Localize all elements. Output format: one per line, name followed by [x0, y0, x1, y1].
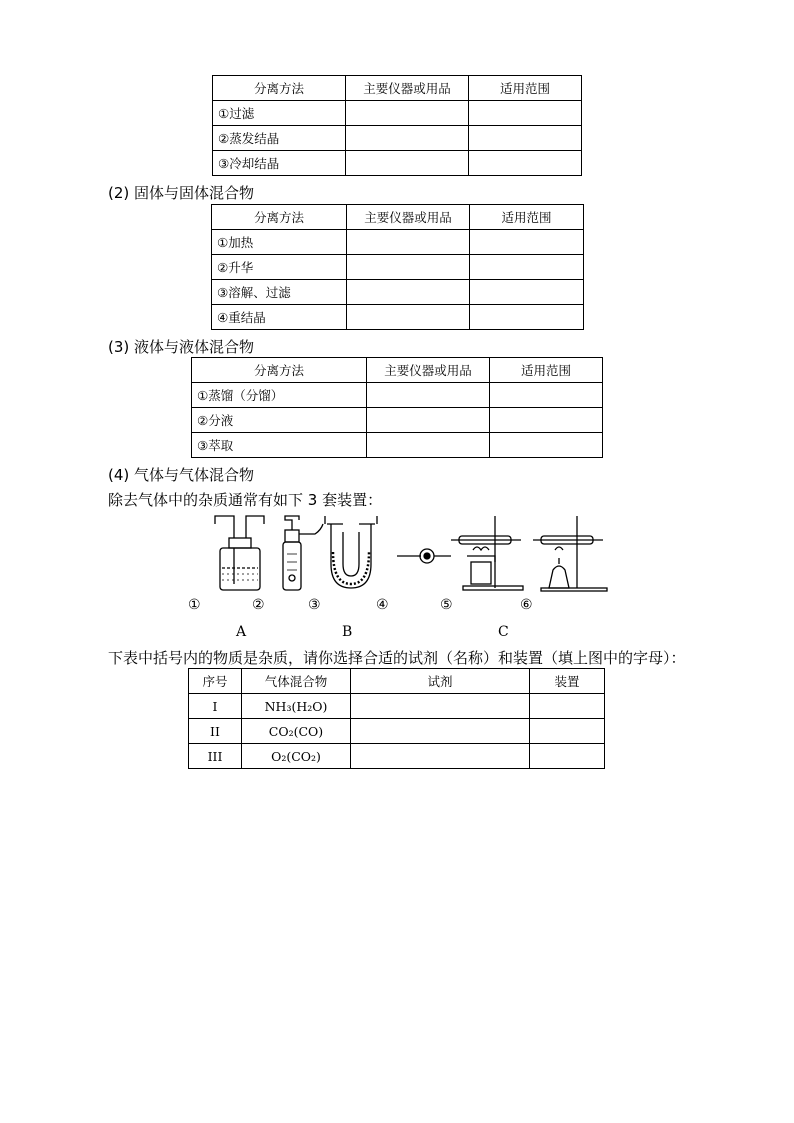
- method-cell: ①加热: [212, 230, 347, 255]
- table-row: [212, 255, 584, 280]
- table-row: [213, 101, 582, 126]
- apparatus-number-2: ②: [252, 597, 265, 613]
- table-row: [192, 383, 603, 408]
- heated-tube-burner-icon: [451, 516, 523, 590]
- reagent-cell[interactable]: [351, 694, 530, 719]
- table-header-row: [189, 669, 605, 694]
- blank-cell[interactable]: [469, 101, 582, 126]
- method-cell: ③萃取: [192, 433, 367, 458]
- header-scope: 适用范围: [470, 205, 584, 230]
- blank-cell[interactable]: [347, 305, 470, 330]
- apparatus-number-5: ⑤: [440, 597, 453, 613]
- table-row: [213, 126, 582, 151]
- device-cell[interactable]: [530, 744, 605, 769]
- table-3: [191, 357, 603, 458]
- table-4: [188, 668, 605, 769]
- apparatus-number-6: ⑥: [520, 597, 533, 613]
- blank-cell[interactable]: [347, 255, 470, 280]
- blank-cell[interactable]: [367, 433, 490, 458]
- table-header-row: [213, 76, 582, 101]
- section-4-heading: (4) 气体与气体混合物: [108, 466, 255, 484]
- row-number: III: [189, 744, 242, 769]
- gas-mixture: NH₃(H₂O): [242, 694, 351, 719]
- u-tube-icon: [325, 516, 377, 588]
- blank-cell[interactable]: [490, 408, 603, 433]
- gas-washing-bottle-icon: [215, 516, 264, 590]
- header-scope: 适用范围: [469, 76, 582, 101]
- header-no: 序号: [189, 669, 242, 694]
- blank-cell[interactable]: [470, 280, 584, 305]
- header-scope: 适用范围: [490, 358, 603, 383]
- apparatus-number-1: ①: [188, 597, 201, 613]
- blank-cell[interactable]: [367, 408, 490, 433]
- method-cell: ③溶解、过滤: [212, 280, 347, 305]
- method-cell: ①过滤: [213, 101, 346, 126]
- table-row: [192, 433, 603, 458]
- header-instruments: 主要仪器或用品: [346, 76, 469, 101]
- row-number: I: [189, 694, 242, 719]
- header-instruments: 主要仪器或用品: [347, 205, 470, 230]
- table-row: [189, 744, 605, 769]
- row-number: II: [189, 719, 242, 744]
- group-letter-a: A: [236, 624, 247, 640]
- header-method: 分离方法: [213, 76, 346, 101]
- header-device: 装置: [530, 669, 605, 694]
- table-row: [212, 230, 584, 255]
- blank-cell[interactable]: [470, 230, 584, 255]
- header-method: 分离方法: [192, 358, 367, 383]
- method-cell: ②分液: [192, 408, 367, 433]
- header-reagent: 试剂: [351, 669, 530, 694]
- blank-cell[interactable]: [347, 230, 470, 255]
- drying-tower-icon: [283, 516, 323, 590]
- reagent-cell[interactable]: [351, 744, 530, 769]
- device-cell[interactable]: [530, 694, 605, 719]
- table-row: [212, 280, 584, 305]
- blank-cell[interactable]: [469, 151, 582, 176]
- method-cell: ②升华: [212, 255, 347, 280]
- drying-tube-icon: [397, 549, 451, 563]
- device-cell[interactable]: [530, 719, 605, 744]
- blank-cell[interactable]: [347, 280, 470, 305]
- heated-tube-lamp-icon: [533, 516, 607, 591]
- table-row: [213, 151, 582, 176]
- blank-cell[interactable]: [470, 255, 584, 280]
- blank-cell[interactable]: [346, 101, 469, 126]
- gas-mixture: O₂(CO₂): [242, 744, 351, 769]
- apparatus-number-4: ④: [376, 597, 389, 613]
- question-text: 下表中括号内的物质是杂质，请你选择合适的试剂（名称）和装置（填上图中的字母）：: [108, 649, 686, 667]
- reagent-cell[interactable]: [351, 719, 530, 744]
- apparatus-number-3: ③: [308, 597, 321, 613]
- method-cell: ②蒸发结晶: [213, 126, 346, 151]
- group-letter-c: C: [498, 624, 509, 640]
- table-row: [192, 408, 603, 433]
- method-cell: ④重结晶: [212, 305, 347, 330]
- table-2: [211, 204, 584, 330]
- blank-cell[interactable]: [470, 305, 584, 330]
- blank-cell[interactable]: [469, 126, 582, 151]
- apparatus-figure: [205, 512, 625, 594]
- header-method: 分离方法: [212, 205, 347, 230]
- table-row: [212, 305, 584, 330]
- table-header-row: [192, 358, 603, 383]
- blank-cell[interactable]: [490, 383, 603, 408]
- section-3-heading: (3) 液体与液体混合物: [108, 338, 255, 356]
- blank-cell[interactable]: [346, 126, 469, 151]
- header-mixture: 气体混合物: [242, 669, 351, 694]
- table-row: [189, 719, 605, 744]
- header-instruments: 主要仪器或用品: [367, 358, 490, 383]
- section-4-intro: 除去气体中的杂质通常有如下 3 套装置：: [108, 491, 383, 509]
- table-row: [189, 694, 605, 719]
- group-letter-b: B: [342, 624, 353, 640]
- method-cell: ③冷却结晶: [213, 151, 346, 176]
- section-2-heading: (2) 固体与固体混合物: [108, 184, 255, 202]
- method-cell: ①蒸馏（分馏）: [192, 383, 367, 408]
- table-header-row: [212, 205, 584, 230]
- blank-cell[interactable]: [346, 151, 469, 176]
- table-1: [212, 75, 582, 176]
- blank-cell[interactable]: [490, 433, 603, 458]
- blank-cell[interactable]: [367, 383, 490, 408]
- gas-mixture: CO₂(CO): [242, 719, 351, 744]
